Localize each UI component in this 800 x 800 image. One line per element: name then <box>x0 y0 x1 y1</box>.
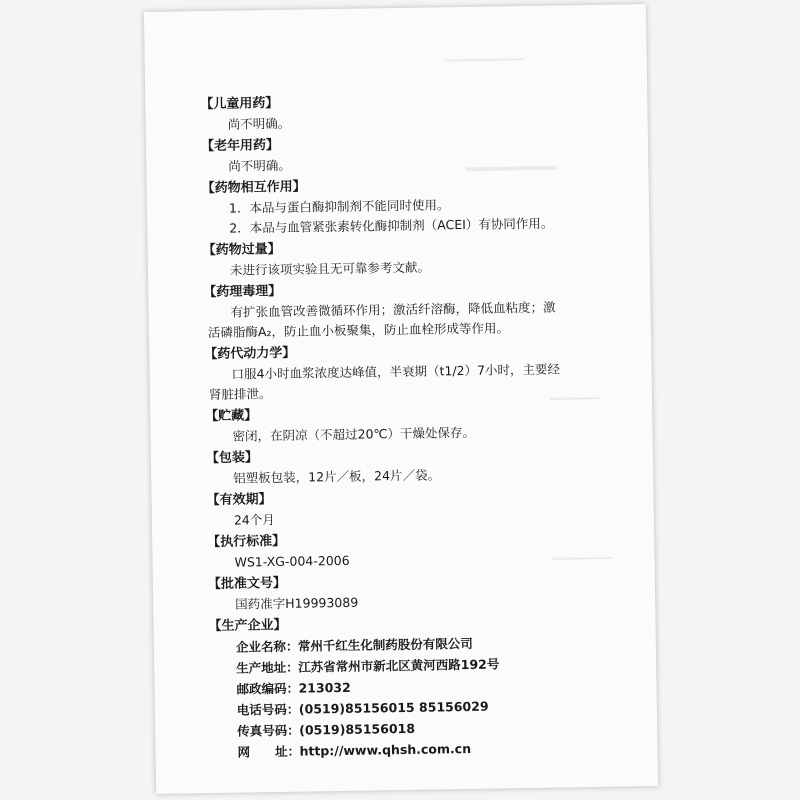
section-elderly <box>201 130 632 177</box>
section-validity <box>206 484 637 531</box>
section-text: 密闭，在阴凉（不超过20℃）干燥处保存。 <box>232 424 476 444</box>
section-text: 尚不明确。 <box>227 115 291 132</box>
leaflet-content <box>200 86 640 763</box>
section-overdose <box>202 234 633 281</box>
section-interactions <box>202 172 633 239</box>
section-standard <box>207 526 638 573</box>
field-label: 电话号码： <box>236 701 300 718</box>
field-value: http://www.qhsh.com.cn <box>299 740 472 759</box>
section-text: 1．本品与蛋白酶抑制剂不能同时使用。 <box>228 197 450 216</box>
field-value: (0519)85156018 <box>299 720 416 738</box>
section-heading: 【药物过量】 <box>202 241 281 259</box>
section-manufacturer <box>208 610 640 763</box>
section-text-continuation: 肾脏排泄。 <box>208 386 272 403</box>
field-value: 213032 <box>298 679 351 696</box>
section-heading: 【包装】 <box>205 450 259 467</box>
section-text: 24个月 <box>233 511 275 528</box>
section-storage <box>205 400 636 447</box>
section-text: 铝塑板包装，12片／板，24片／袋。 <box>233 467 441 486</box>
section-heading: 【生产企业】 <box>208 617 287 635</box>
bleed-through-decoration: ▁▁▁▁▁▁ <box>552 544 613 561</box>
section-heading: 【批准文号】 <box>207 575 287 593</box>
bleed-through-decoration: ▂▂▂▂▂▂▂▂▂ <box>466 155 557 172</box>
section-heading: 【药物相互作用】 <box>201 179 306 197</box>
section-heading: 【药代动力学】 <box>204 345 296 363</box>
section-text: 口服4小时血浆浓度达峰值，半衰期（t1/2）7小时，主要经 <box>231 361 561 382</box>
field-label: 企业名称： <box>235 638 299 655</box>
section-text: 尚不明确。 <box>228 157 291 174</box>
section-approval <box>208 568 639 615</box>
field-label: 生产地址： <box>236 659 299 676</box>
section-heading: 【贮藏】 <box>205 408 258 425</box>
section-text-continuation: 活磷脂酶A₂，防止血小板聚集，防止血栓形成等作用。 <box>207 320 510 341</box>
section-pharmacokinetics <box>204 338 635 405</box>
section-heading: 【老年用药】 <box>200 137 280 155</box>
field-label: 网 址： <box>237 743 301 760</box>
section-text: 未进行该项实验且无可靠参考文献。 <box>229 259 431 278</box>
field-value: 常州千红生化制药股份有限公司 <box>297 635 473 654</box>
section-heading: 【儿童用药】 <box>200 95 279 113</box>
bleed-through-decoration: ▁▁▁▁▁ <box>549 384 601 401</box>
section-heading: 【执行标准】 <box>207 533 286 551</box>
section-pharmacology <box>203 276 634 343</box>
section-text: 国药准字H19993089 <box>235 594 359 612</box>
section-packaging <box>206 442 637 489</box>
section-text: WS1-XG-004-2006 <box>234 552 350 570</box>
section-text: 2．本品与血管紧张素转化酶抑制剂（ACEI）有协同作用。 <box>229 215 554 236</box>
section-heading: 【药理毒理】 <box>203 283 282 301</box>
section-text: 有扩张血管改善微循环作用；激活纤溶酶，降低血粘度；激 <box>230 299 556 320</box>
bleed-through-decoration: ▁▁▁▁▁▁▁▁ <box>444 46 525 63</box>
field-value: (0519)85156015 85156029 <box>298 698 489 717</box>
field-value: 江苏省常州市新北区黄河西路192号 <box>298 656 500 675</box>
field-label: 传真号码： <box>237 722 300 739</box>
field-label: 邮政编码： <box>236 680 300 697</box>
section-children <box>200 88 631 135</box>
leaflet-paper <box>144 4 658 794</box>
section-heading: 【有效期】 <box>206 492 272 509</box>
